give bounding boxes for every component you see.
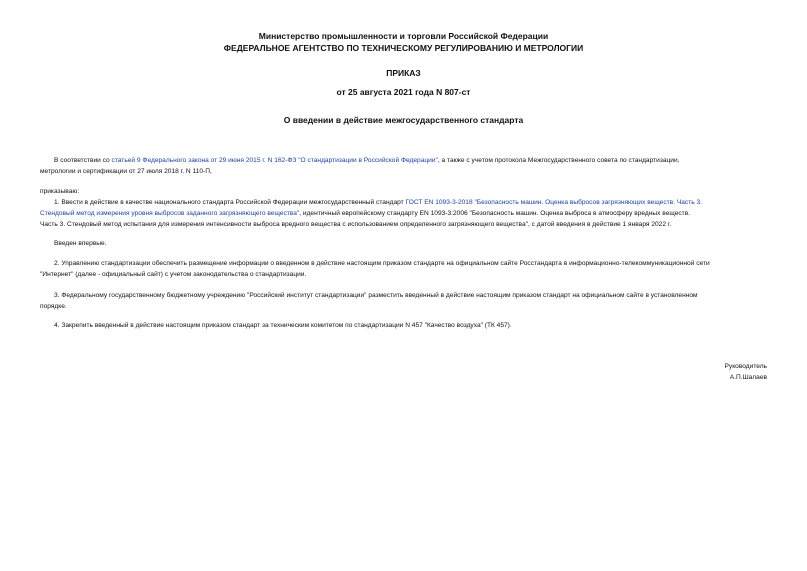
paragraph-item-1	[40, 197, 772, 230]
paragraph-item-3	[40, 290, 772, 312]
item1-line-2	[40, 208, 772, 219]
preamble-line-2: метрологии и сертификации от 27 июля 2018 г. N 110-П,	[40, 168, 212, 175]
gost-link-part2[interactable]: Стендовый метод измерения уровня выбросов заданного загрязняющего вещества"	[40, 210, 300, 217]
doc-date-number: от 25 августа 2021 года N 807-ст	[336, 87, 471, 97]
item1-line-3: Часть 3. Стендовый метод испытания для измерения интенсивности выброса вредного вещества с использованием определенного загрязняющего вещества", с датой введения в действие 1 января 2022 г.	[40, 221, 672, 228]
paragraph-item-4	[40, 320, 772, 331]
preamble-text-b: , а также с учетом протокола Межгосударственного совета по стандартизации,	[437, 157, 680, 164]
preamble-text-a: В соответствии со	[54, 157, 112, 164]
paragraph-preamble	[40, 155, 772, 177]
orders-label: приказываю:	[40, 188, 80, 195]
item1-line-1	[40, 197, 772, 208]
signature-name: А.П.Шалаев	[729, 374, 767, 381]
intro-first-text: Введен впервые.	[54, 240, 107, 247]
agency-title: ФЕДЕРАЛЬНОЕ АГЕНТСТВО ПО ТЕХНИЧЕСКОМУ РЕГУЛИРОВАНИЮ И МЕТРОЛОГИИ	[223, 43, 584, 53]
ministry-title: Министерство промышленности и торговли Российской Федерации	[258, 31, 549, 41]
doc-subject: О введении в действие межгосударственного стандарта	[283, 115, 524, 125]
intro-first-note	[40, 238, 772, 249]
item3-line-2: порядке.	[40, 303, 67, 310]
item2-line-2: "Интернет" (далее - официальный сайт) с учетом законодательства о стандартизации.	[40, 271, 307, 278]
doc-type: ПРИКАЗ	[386, 68, 421, 78]
signature-title: Руководитель	[724, 363, 767, 370]
paragraph-item-2	[40, 258, 772, 280]
preamble-line-1	[40, 155, 772, 166]
gost-link-part1[interactable]: ГОСТ EN 1093-3-2018 "Безопасность машин. Оценка выбросов загрязняющих веществ. Часть 3.	[405, 199, 702, 206]
item2-line-1: 2. Управлению стандартизации обеспечить размещение информации о введенном в действие настоящим приказом стандарте на официальном сайте Росстандарта в информационно-телекоммуникационной сети	[54, 260, 710, 267]
law-link[interactable]: статьей 9 Федерального закона от 29 июня 2015 г. N 162-ФЗ "О стандартизации в Российской Федерации"	[111, 157, 438, 164]
item3-line-1: 3. Федеральному государственному бюджетному учреждению "Российский институт стандартизации" разместить введенный в действие настоящим приказом стандарт на официальном сайте в установленном	[54, 292, 698, 299]
item1-text-b: , идентичный европейскому стандарту EN 1093-3:2006 "Безопасность машин. Оценка выброса в атмосферу вредных веществ.	[299, 210, 691, 217]
item4-line-1: 4. Закрепить введенный в действие настоящим приказом стандарт за техническим комитетом по стандартизации N 457 "Качество воздуха" (ТК 457).	[54, 322, 512, 329]
item1-text-a: 1. Ввести в действие в качестве национального стандарта Российской Федерации межгосударственный стандарт	[54, 199, 406, 206]
